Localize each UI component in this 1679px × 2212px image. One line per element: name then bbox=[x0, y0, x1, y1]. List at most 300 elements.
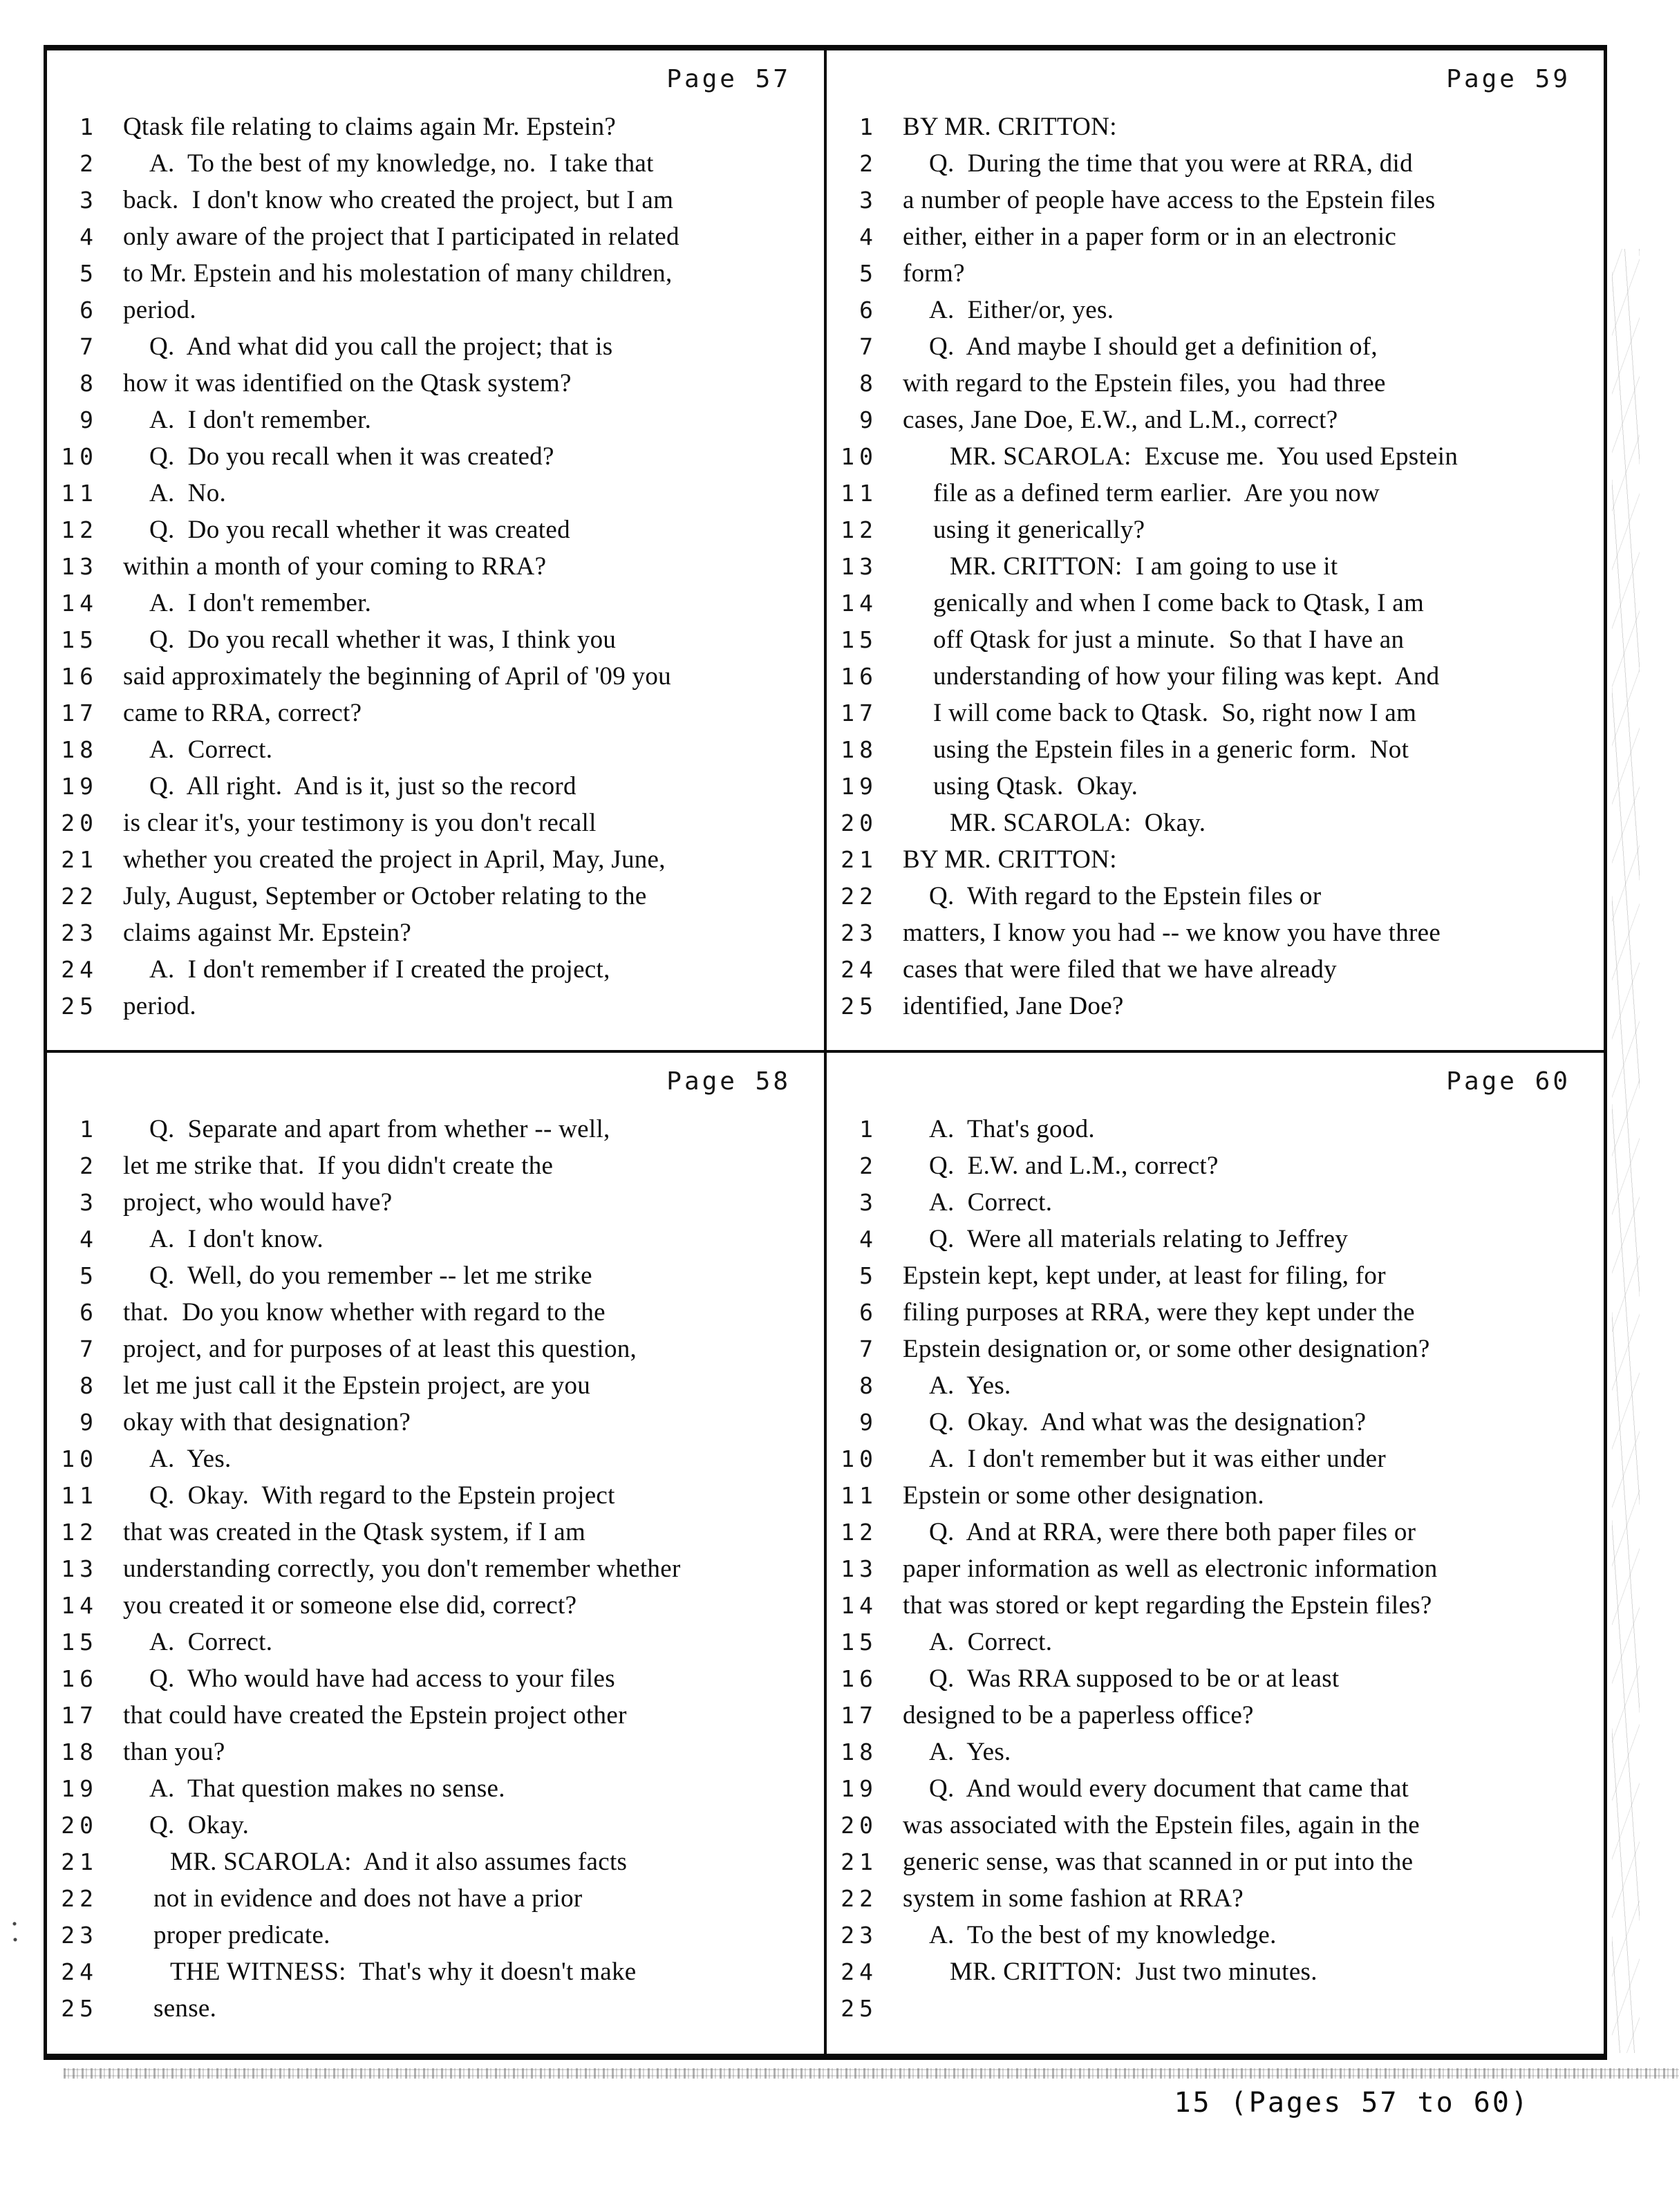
line-text: how it was identified on the Qtask system? bbox=[123, 369, 572, 397]
transcript-line bbox=[47, 585, 824, 621]
transcript-line bbox=[47, 1331, 824, 1367]
page-lines bbox=[827, 109, 1604, 1024]
transcript-line bbox=[47, 1441, 824, 1477]
scan-noise-right-edge bbox=[1612, 249, 1640, 2053]
line-text: A. I don't know. bbox=[149, 1225, 323, 1253]
line-text: cases, Jane Doe, E.W., and L.M., correct? bbox=[903, 406, 1338, 434]
transcript-line bbox=[47, 109, 824, 145]
transcript-line bbox=[47, 475, 824, 512]
line-text: Q. Okay. bbox=[149, 1811, 250, 1839]
line-text: A. Correct. bbox=[149, 735, 273, 764]
line-text: within a month of your coming to RRA? bbox=[123, 552, 547, 581]
transcript-line bbox=[47, 548, 824, 585]
line-text: a number of people have access to the Epstein files bbox=[903, 186, 1436, 214]
line-number: 12 bbox=[841, 516, 878, 543]
line-text: Epstein or some other designation. bbox=[903, 1481, 1264, 1510]
transcript-line bbox=[47, 915, 824, 951]
transcript-line bbox=[47, 1807, 824, 1844]
transcript-page-59 bbox=[827, 50, 1604, 1050]
line-number: 4 bbox=[859, 223, 878, 250]
line-text: Q. All right. And is it, just so the record bbox=[149, 772, 576, 800]
line-text: A. Either/or, yes. bbox=[929, 296, 1114, 324]
transcript-line bbox=[47, 1367, 824, 1404]
line-number: 9 bbox=[859, 1409, 878, 1436]
line-number: 18 bbox=[841, 1738, 878, 1765]
line-text: MR. SCAROLA: And it also assumes facts bbox=[170, 1848, 628, 1876]
line-number: 14 bbox=[61, 1592, 98, 1619]
transcript-line bbox=[827, 841, 1604, 878]
line-number: 17 bbox=[841, 1702, 878, 1729]
line-text: A. No. bbox=[149, 479, 227, 507]
line-text: let me just call it the Epstein project, are you bbox=[123, 1371, 591, 1400]
line-number: 10 bbox=[61, 1445, 98, 1472]
line-number: 1 bbox=[859, 1116, 878, 1143]
line-text: paper information as well as electronic information bbox=[903, 1555, 1438, 1583]
line-text: identified, Jane Doe? bbox=[903, 992, 1124, 1020]
line-number: 16 bbox=[61, 663, 98, 690]
transcript-frame bbox=[44, 45, 1607, 2060]
line-number: 23 bbox=[61, 1922, 98, 1949]
line-number: 11 bbox=[61, 1482, 98, 1509]
line-text: Q. Do you recall whether it was created bbox=[149, 516, 570, 544]
transcript-line bbox=[827, 988, 1604, 1024]
line-number: 11 bbox=[61, 480, 98, 507]
transcript-line bbox=[827, 475, 1604, 512]
line-text: was associated with the Epstein files, again in the bbox=[903, 1811, 1420, 1839]
transcript-line bbox=[827, 1477, 1604, 1514]
line-number: 24 bbox=[841, 956, 878, 983]
transcript-line bbox=[47, 1624, 824, 1660]
line-text: Qtask file relating to claims again Mr. Epstein? bbox=[123, 113, 617, 141]
transcript-line bbox=[47, 438, 824, 475]
line-number: 23 bbox=[841, 919, 878, 946]
line-text: A. Yes. bbox=[929, 1738, 1011, 1766]
line-text: using the Epstein files in a generic form. Not bbox=[933, 735, 1409, 764]
line-text: I will come back to Qtask. So, right now I am bbox=[933, 699, 1417, 727]
line-number: 3 bbox=[79, 1189, 98, 1216]
line-text: MR. CRITTON: I am going to use it bbox=[950, 552, 1338, 581]
line-text: MR. SCAROLA: Excuse me. You used Epstein bbox=[950, 442, 1458, 471]
transcript-line bbox=[827, 1660, 1604, 1697]
transcript-line bbox=[827, 1147, 1604, 1184]
line-text: claims against Mr. Epstein? bbox=[123, 919, 412, 947]
line-text: whether you created the project in April, May, June, bbox=[123, 845, 666, 874]
line-text: MR. CRITTON: Just two minutes. bbox=[950, 1958, 1317, 1986]
line-text: to Mr. Epstein and his molestation of many children, bbox=[123, 259, 673, 288]
transcript-line bbox=[827, 1917, 1604, 1953]
line-number: 8 bbox=[79, 1372, 98, 1399]
line-text: Q. Separate and apart from whether -- well, bbox=[149, 1115, 610, 1143]
line-text: BY MR. CRITTON: bbox=[903, 113, 1117, 141]
line-text: project, and for purposes of at least this question, bbox=[123, 1335, 637, 1363]
transcript-line bbox=[827, 951, 1604, 988]
page-lines bbox=[47, 109, 824, 1024]
line-text: than you? bbox=[123, 1738, 225, 1766]
transcript-line bbox=[47, 1404, 824, 1441]
line-number: 21 bbox=[841, 846, 878, 873]
transcript-line bbox=[827, 1550, 1604, 1587]
line-number: 9 bbox=[79, 1409, 98, 1436]
line-text: using Qtask. Okay. bbox=[933, 772, 1138, 800]
transcript-line bbox=[827, 621, 1604, 658]
transcript-line bbox=[827, 1514, 1604, 1550]
transcript-line bbox=[47, 1221, 824, 1257]
transcript-line bbox=[827, 1990, 1604, 2027]
transcript-line bbox=[827, 915, 1604, 951]
line-text: Q. E.W. and L.M., correct? bbox=[929, 1152, 1219, 1180]
transcript-line bbox=[47, 951, 824, 988]
transcript-line bbox=[47, 512, 824, 548]
line-number: 19 bbox=[61, 773, 98, 800]
transcript-line bbox=[47, 1953, 824, 1990]
line-number: 20 bbox=[61, 809, 98, 836]
line-text: not in evidence and does not have a prior bbox=[153, 1884, 583, 1913]
transcript-line bbox=[47, 1294, 824, 1331]
line-text: A. I don't remember. bbox=[149, 589, 372, 617]
line-text: back. I don't know who created the project, but I am bbox=[123, 186, 674, 214]
page-header: Page 57 bbox=[666, 65, 791, 93]
transcript-line bbox=[47, 218, 824, 255]
line-number: 6 bbox=[79, 297, 98, 324]
line-text: A. That's good. bbox=[929, 1115, 1095, 1143]
line-text: understanding correctly, you don't remember whether bbox=[123, 1555, 681, 1583]
transcript-line bbox=[827, 218, 1604, 255]
line-text: generic sense, was that scanned in or put into the bbox=[903, 1848, 1414, 1876]
line-number: 7 bbox=[79, 333, 98, 360]
line-number: 7 bbox=[859, 1335, 878, 1362]
transcript-line bbox=[47, 292, 824, 328]
line-text: Q. Was RRA supposed to be or at least bbox=[929, 1665, 1340, 1693]
transcript-line bbox=[827, 1880, 1604, 1917]
line-number: 24 bbox=[61, 1958, 98, 1985]
line-number: 21 bbox=[61, 1848, 98, 1875]
line-text: A. To the best of my knowledge, no. I take that bbox=[149, 149, 654, 178]
transcript-line bbox=[827, 658, 1604, 695]
line-number: 22 bbox=[61, 883, 98, 910]
line-text: genically and when I come back to Qtask, I am bbox=[933, 589, 1425, 617]
line-text: that. Do you know whether with regard to the bbox=[123, 1298, 606, 1327]
line-number: 13 bbox=[61, 1555, 98, 1582]
line-number: 4 bbox=[79, 223, 98, 250]
transcript-line bbox=[47, 1147, 824, 1184]
line-text: that could have created the Epstein project other bbox=[123, 1701, 627, 1730]
line-number: 5 bbox=[79, 260, 98, 287]
transcript-line bbox=[47, 1734, 824, 1770]
line-number: 25 bbox=[841, 1995, 878, 2022]
line-text: let me strike that. If you didn't create the bbox=[123, 1152, 554, 1180]
transcript-page-60 bbox=[827, 1053, 1604, 2054]
transcript-line bbox=[47, 1587, 824, 1624]
transcript-line bbox=[827, 1367, 1604, 1404]
line-text: Q. And at RRA, were there both paper files or bbox=[929, 1518, 1416, 1546]
line-number: 1 bbox=[79, 113, 98, 140]
transcript-line bbox=[827, 1624, 1604, 1660]
line-number: 25 bbox=[61, 1995, 98, 2022]
transcript-line bbox=[47, 1697, 824, 1734]
line-number: 11 bbox=[841, 1482, 878, 1509]
transcript-line bbox=[827, 1294, 1604, 1331]
line-text: A. Yes. bbox=[149, 1445, 232, 1473]
transcript-line bbox=[827, 292, 1604, 328]
line-number: 19 bbox=[841, 773, 878, 800]
line-text: A. I don't remember if I created the project, bbox=[149, 955, 610, 984]
transcript-line bbox=[47, 328, 824, 365]
line-text: filing purposes at RRA, were they kept under the bbox=[903, 1298, 1415, 1327]
line-text: Q. And maybe I should get a definition of, bbox=[929, 332, 1378, 361]
line-number: 17 bbox=[61, 1702, 98, 1729]
transcript-line bbox=[827, 1844, 1604, 1880]
transcript-line bbox=[827, 328, 1604, 365]
line-number: 22 bbox=[841, 1885, 878, 1912]
transcript-line bbox=[827, 695, 1604, 731]
line-number: 16 bbox=[61, 1665, 98, 1692]
transcript-line bbox=[827, 365, 1604, 402]
line-text: A. That question makes no sense. bbox=[149, 1774, 505, 1803]
line-number: 17 bbox=[61, 700, 98, 727]
line-text: A. Yes. bbox=[929, 1371, 1011, 1400]
transcript-line bbox=[47, 1111, 824, 1147]
line-number: 6 bbox=[79, 1299, 98, 1326]
line-text: Q. Well, do you remember -- let me strike bbox=[149, 1262, 592, 1290]
line-number: 4 bbox=[859, 1226, 878, 1253]
line-number: 18 bbox=[61, 1738, 98, 1765]
line-number: 21 bbox=[61, 846, 98, 873]
line-text: Q. With regard to the Epstein files or bbox=[929, 882, 1322, 910]
transcript-line bbox=[827, 145, 1604, 182]
transcript-line bbox=[47, 145, 824, 182]
line-text: A. Correct. bbox=[929, 1188, 1053, 1217]
transcript-line bbox=[47, 1477, 824, 1514]
line-text: Epstein designation or, or some other designation? bbox=[903, 1335, 1430, 1363]
line-text: proper predicate. bbox=[153, 1921, 330, 1949]
line-text: file as a defined term earlier. Are you now bbox=[933, 479, 1380, 507]
transcript-line bbox=[47, 402, 824, 438]
line-number: 18 bbox=[841, 736, 878, 763]
line-text: period. bbox=[123, 992, 196, 1020]
line-number: 3 bbox=[859, 1189, 878, 1216]
line-text: system in some fashion at RRA? bbox=[903, 1884, 1244, 1913]
transcript-line bbox=[47, 1844, 824, 1880]
line-number: 2 bbox=[859, 1152, 878, 1179]
line-text: using it generically? bbox=[933, 516, 1145, 544]
line-number: 20 bbox=[841, 1812, 878, 1839]
transcript-line bbox=[827, 402, 1604, 438]
transcript-line bbox=[47, 695, 824, 731]
line-number: 22 bbox=[61, 1885, 98, 1912]
line-text: Q. Okay. And what was the designation? bbox=[929, 1408, 1367, 1436]
line-number: 15 bbox=[61, 1629, 98, 1656]
line-text: A. I don't remember but it was either under bbox=[929, 1445, 1387, 1473]
line-text: understanding of how your filing was kept. And bbox=[933, 662, 1440, 691]
transcript-line bbox=[827, 805, 1604, 841]
line-number: 11 bbox=[841, 480, 878, 507]
transcript-line bbox=[827, 1770, 1604, 1807]
line-text: cases that were filed that we have already bbox=[903, 955, 1337, 984]
line-text: period. bbox=[123, 296, 196, 324]
line-text: Q. Do you recall when it was created? bbox=[149, 442, 554, 471]
line-number: 22 bbox=[841, 883, 878, 910]
line-text: project, who would have? bbox=[123, 1188, 393, 1217]
transcript-line bbox=[827, 1331, 1604, 1367]
line-text: Q. Okay. With regard to the Epstein project bbox=[149, 1481, 615, 1510]
line-text: matters, I know you had -- we know you have three bbox=[903, 919, 1441, 947]
line-text: BY MR. CRITTON: bbox=[903, 845, 1117, 874]
line-text: A. Correct. bbox=[929, 1628, 1053, 1656]
transcript-line bbox=[827, 109, 1604, 145]
line-text: MR. SCAROLA: Okay. bbox=[950, 809, 1206, 837]
line-number: 15 bbox=[841, 626, 878, 653]
page-lines bbox=[47, 1111, 824, 2027]
page-header: Page 60 bbox=[1446, 1067, 1570, 1096]
line-text: Q. And would every document that came that bbox=[929, 1774, 1409, 1803]
line-number: 20 bbox=[61, 1812, 98, 1839]
page-lines bbox=[827, 1111, 1604, 2027]
page-header: Page 58 bbox=[666, 1067, 791, 1096]
line-text: Q. And what did you call the project; that is bbox=[149, 332, 613, 361]
line-number: 13 bbox=[841, 1555, 878, 1582]
line-number: 19 bbox=[61, 1775, 98, 1802]
line-text: Q. Who would have had access to your files bbox=[149, 1665, 615, 1693]
line-number: 16 bbox=[841, 663, 878, 690]
line-number: 7 bbox=[859, 333, 878, 360]
transcript-line bbox=[47, 1917, 824, 1953]
transcript-line bbox=[47, 255, 824, 292]
transcript-line bbox=[47, 805, 824, 841]
line-number: 15 bbox=[841, 1629, 878, 1656]
line-number: 24 bbox=[61, 956, 98, 983]
transcript-line bbox=[827, 1257, 1604, 1294]
line-number: 2 bbox=[859, 150, 878, 177]
line-number: 14 bbox=[61, 590, 98, 617]
line-text: that was stored or kept regarding the Epstein files? bbox=[903, 1591, 1432, 1620]
line-number: 24 bbox=[841, 1958, 878, 1985]
transcript-line bbox=[827, 731, 1604, 768]
line-number: 3 bbox=[859, 187, 878, 214]
scan-speck-left bbox=[11, 1919, 19, 1947]
transcript-line bbox=[47, 1514, 824, 1550]
line-number: 6 bbox=[859, 297, 878, 324]
line-text: Q. Do you recall whether it was, I think you bbox=[149, 626, 617, 654]
line-number: 8 bbox=[79, 370, 98, 397]
line-number: 10 bbox=[841, 1445, 878, 1472]
line-number: 8 bbox=[859, 1372, 878, 1399]
line-number: 18 bbox=[61, 736, 98, 763]
line-text: off Qtask for just a minute. So that I have an bbox=[933, 626, 1405, 654]
transcript-line bbox=[827, 1441, 1604, 1477]
transcript-line bbox=[827, 1953, 1604, 1990]
line-number: 23 bbox=[61, 919, 98, 946]
line-text: either, either in a paper form or in an electronic bbox=[903, 223, 1397, 251]
line-text: July, August, September or October relating to the bbox=[123, 882, 647, 910]
line-text: Q. Were all materials relating to Jeffrey bbox=[929, 1225, 1349, 1253]
line-text: okay with that designation? bbox=[123, 1408, 411, 1436]
transcript-line bbox=[47, 988, 824, 1024]
line-number: 2 bbox=[79, 1152, 98, 1179]
line-number: 12 bbox=[61, 516, 98, 543]
line-number: 2 bbox=[79, 150, 98, 177]
line-text: form? bbox=[903, 259, 965, 288]
line-number: 5 bbox=[859, 260, 878, 287]
line-text: that was created in the Qtask system, if I am bbox=[123, 1518, 586, 1546]
line-number: 4 bbox=[79, 1226, 98, 1253]
line-number: 25 bbox=[61, 993, 98, 1020]
transcript-line bbox=[47, 1660, 824, 1697]
line-number: 9 bbox=[859, 406, 878, 433]
line-number: 10 bbox=[61, 443, 98, 470]
line-text: THE WITNESS: That's why it doesn't make bbox=[170, 1958, 637, 1986]
line-text: designed to be a paperless office? bbox=[903, 1701, 1254, 1730]
transcript-page-57 bbox=[47, 50, 824, 1050]
line-text: A. Correct. bbox=[149, 1628, 273, 1656]
transcript-line bbox=[47, 621, 824, 658]
line-number: 13 bbox=[61, 553, 98, 580]
line-text: you created it or someone else did, correct? bbox=[123, 1591, 577, 1620]
line-text: Epstein kept, kept under, at least for filing, for bbox=[903, 1262, 1386, 1290]
transcript-line bbox=[827, 1697, 1604, 1734]
transcript-line bbox=[47, 658, 824, 695]
line-number: 19 bbox=[841, 1775, 878, 1802]
line-number: 15 bbox=[61, 626, 98, 653]
line-number: 21 bbox=[841, 1848, 878, 1875]
line-text: only aware of the project that I participated in related bbox=[123, 223, 679, 251]
transcript-line bbox=[827, 182, 1604, 218]
transcript-line bbox=[827, 1734, 1604, 1770]
sheet-footer-page-range: 15 (Pages 57 to 60) bbox=[1174, 2087, 1530, 2119]
line-number: 3 bbox=[79, 187, 98, 214]
scan-noise-bottom-edge bbox=[64, 2068, 1679, 2079]
transcript-line bbox=[47, 1184, 824, 1221]
line-text: sense. bbox=[153, 1994, 217, 2023]
transcript-line bbox=[827, 1587, 1604, 1624]
transcript-line bbox=[47, 841, 824, 878]
line-number: 20 bbox=[841, 809, 878, 836]
line-text: is clear it's, your testimony is you don't recall bbox=[123, 809, 597, 837]
transcript-line bbox=[827, 548, 1604, 585]
transcript-line bbox=[47, 768, 824, 805]
transcript-line bbox=[47, 1770, 824, 1807]
transcript-line bbox=[827, 768, 1604, 805]
line-number: 17 bbox=[841, 700, 878, 727]
line-text: A. To the best of my knowledge. bbox=[929, 1921, 1277, 1949]
transcript-line bbox=[47, 1550, 824, 1587]
line-number: 16 bbox=[841, 1665, 878, 1692]
transcript-line bbox=[827, 1807, 1604, 1844]
line-number: 12 bbox=[61, 1519, 98, 1546]
line-number: 14 bbox=[841, 590, 878, 617]
transcript-line bbox=[47, 1880, 824, 1917]
line-number: 23 bbox=[841, 1922, 878, 1949]
line-number: 1 bbox=[79, 1116, 98, 1143]
transcript-line bbox=[827, 1404, 1604, 1441]
line-number: 6 bbox=[859, 1299, 878, 1326]
transcript-line bbox=[827, 438, 1604, 475]
transcript-line bbox=[47, 731, 824, 768]
line-number: 7 bbox=[79, 1335, 98, 1362]
transcript-line bbox=[827, 878, 1604, 915]
line-number: 1 bbox=[859, 113, 878, 140]
transcript-line bbox=[47, 1257, 824, 1294]
transcript-page-58 bbox=[47, 1053, 824, 2054]
line-text: came to RRA, correct? bbox=[123, 699, 362, 727]
transcript-line bbox=[827, 1221, 1604, 1257]
line-text: with regard to the Epstein files, you had three bbox=[903, 369, 1386, 397]
line-number: 10 bbox=[841, 443, 878, 470]
line-number: 13 bbox=[841, 553, 878, 580]
transcript-line bbox=[47, 878, 824, 915]
page-header: Page 59 bbox=[1446, 65, 1570, 93]
line-number: 9 bbox=[79, 406, 98, 433]
line-number: 12 bbox=[841, 1519, 878, 1546]
